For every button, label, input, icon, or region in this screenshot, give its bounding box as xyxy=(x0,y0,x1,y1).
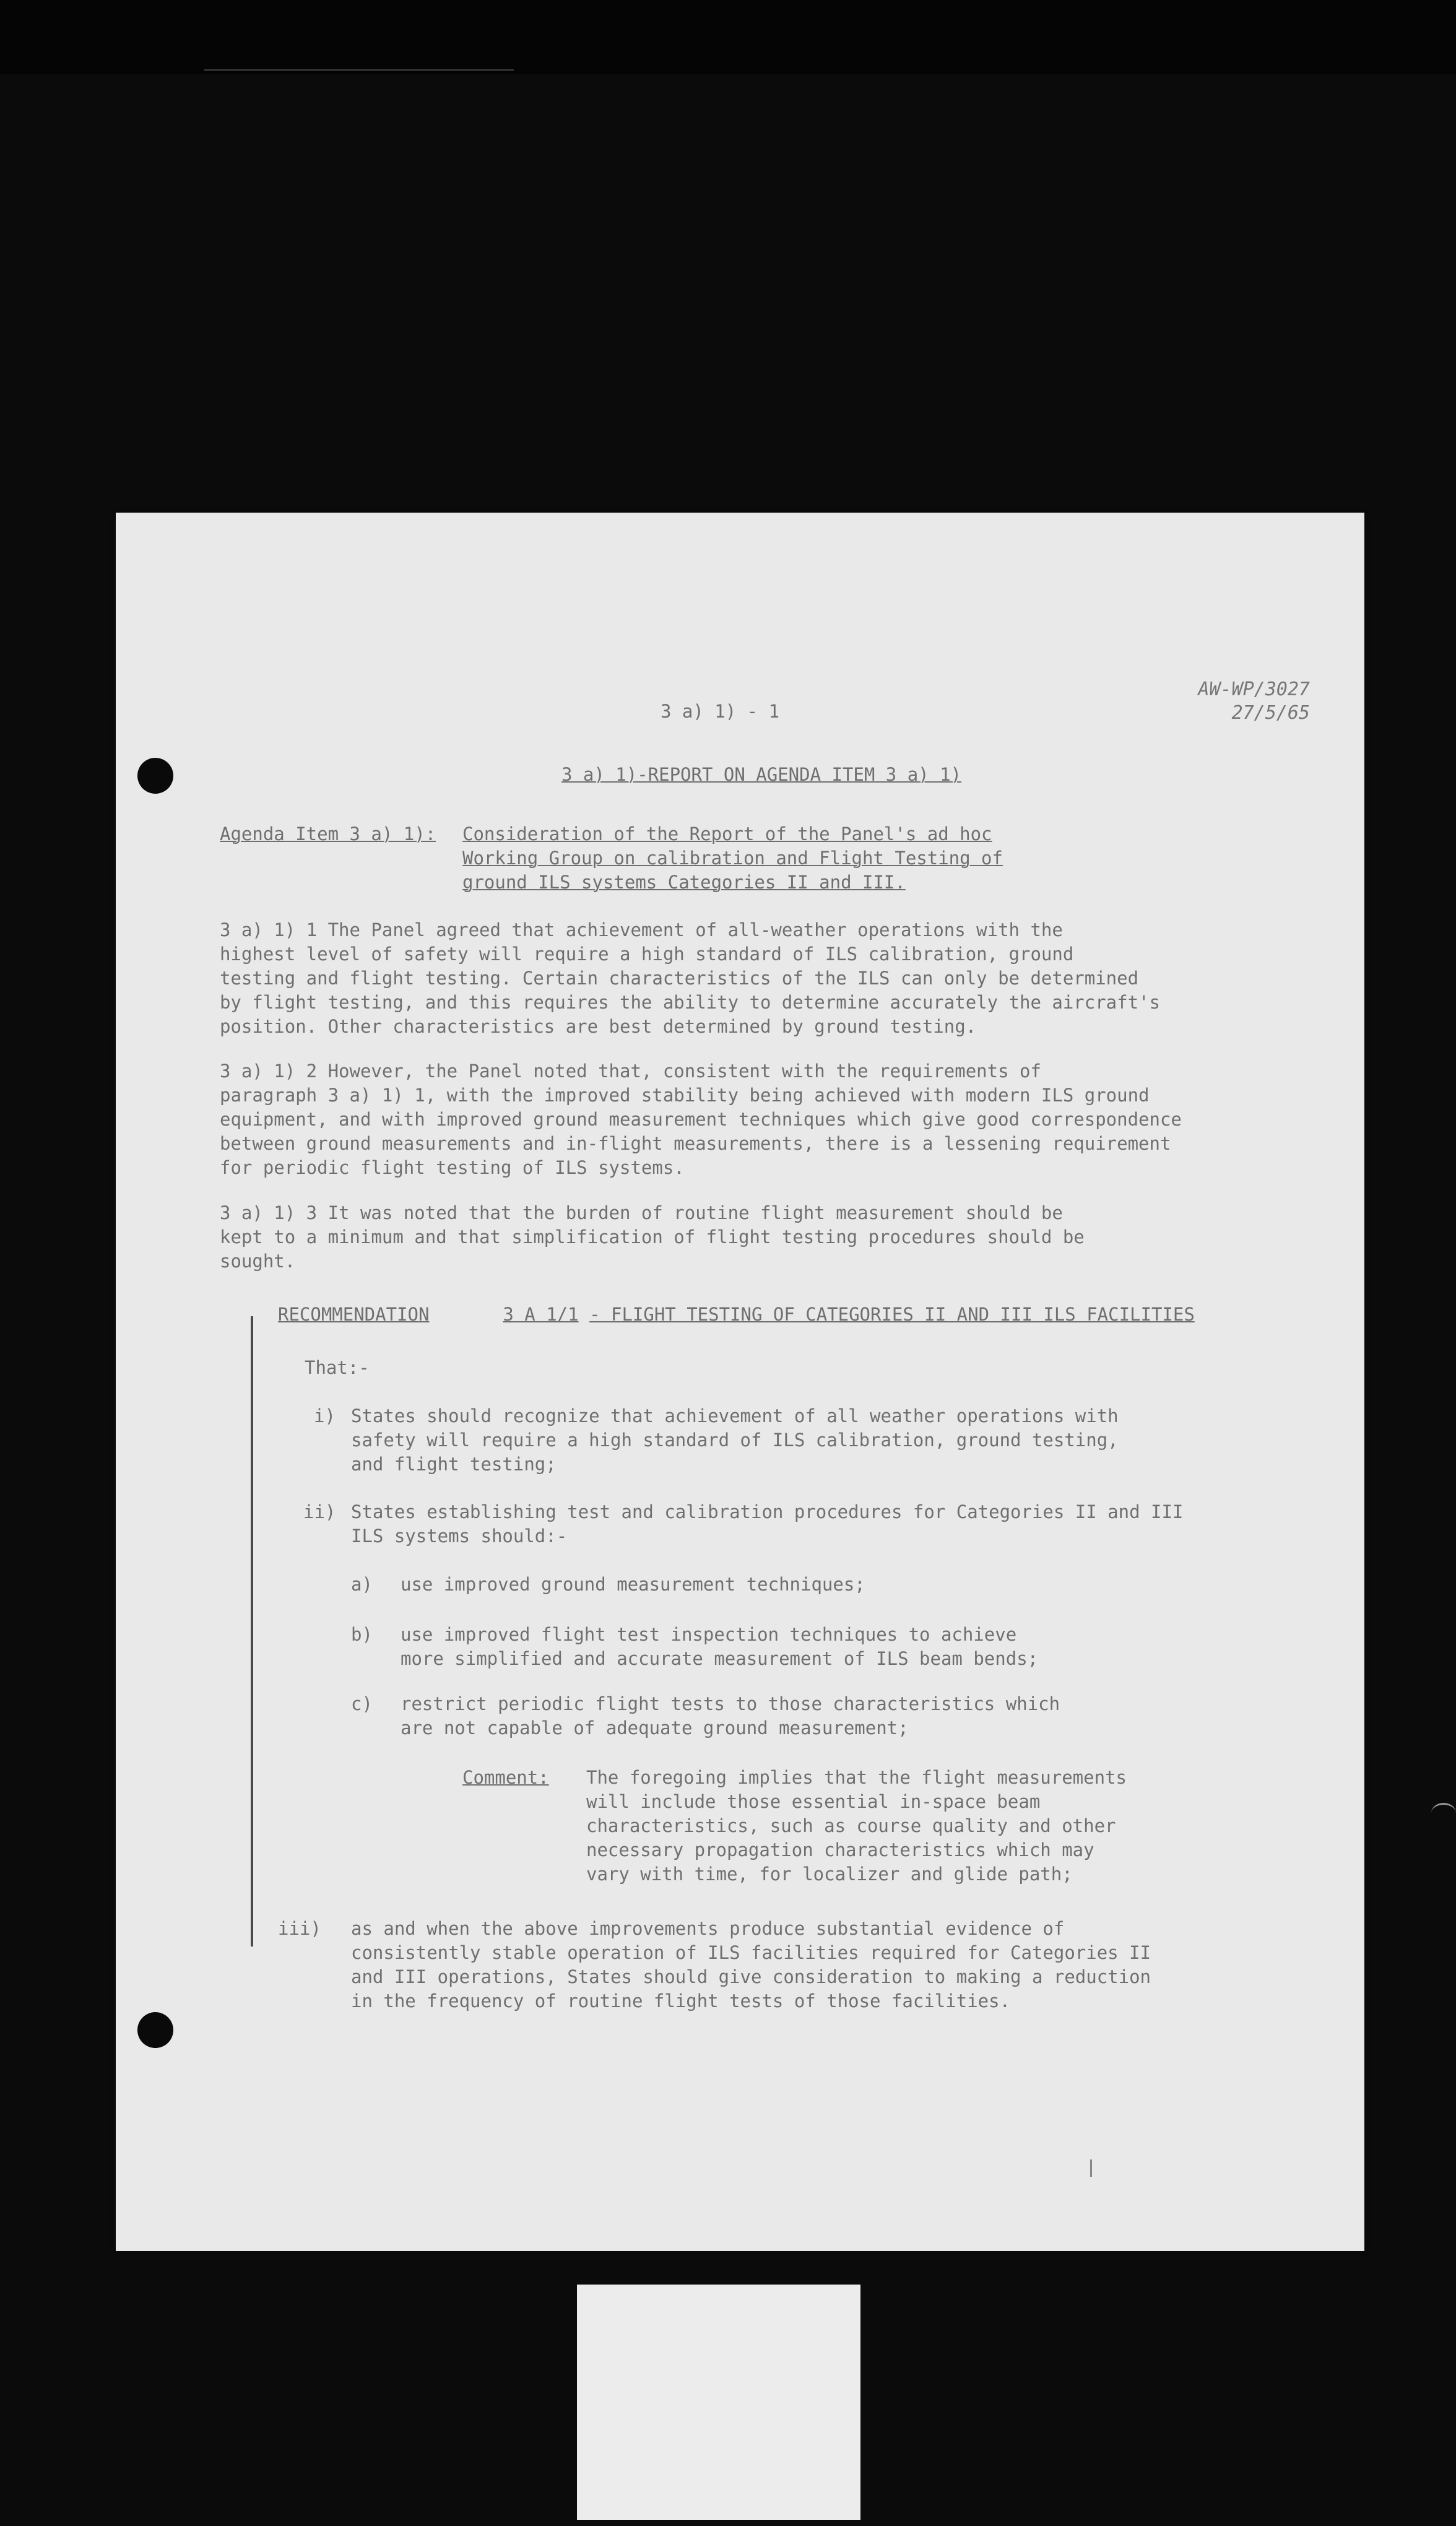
punch-hole-top xyxy=(137,758,173,794)
rec-item-number: ii) xyxy=(303,1501,336,1522)
subitem-line: use improved ground measurement techniques; xyxy=(401,1574,865,1595)
comment-line: characteristics, such as course quality and other xyxy=(586,1815,1116,1836)
rec-item-ii xyxy=(351,1500,1183,1548)
comment-line: will include those essential in-space beam xyxy=(586,1791,1041,1812)
document-id: AW-WP/3027 xyxy=(1198,679,1310,700)
subitem-line: use improved flight test inspection techniques to achieve xyxy=(401,1624,1017,1645)
recommendation-heading xyxy=(278,1303,1195,1327)
punch-hole-bottom xyxy=(137,2012,173,2048)
rec-item-line: consistently stable operation of ILS facilities required for Categories II xyxy=(351,1942,1151,1963)
rec-item-line: in the frequency of routine flight tests of those facilities. xyxy=(351,1990,1011,2012)
paragraph-line: 3 a) 1) 2 However, the Panel noted that, consistent with the requirements of xyxy=(220,1061,1041,1082)
comment-label: Comment: xyxy=(462,1767,549,1788)
paragraph-2 xyxy=(220,1059,1182,1180)
document-stamp xyxy=(1198,678,1310,725)
paragraph-line: 3 a) 1) 1 The Panel agreed that achievement of all-weather operations with the xyxy=(220,919,1063,940)
page-mark xyxy=(1090,2159,1092,2177)
paragraph-line: testing and flight testing. Certain characteristics of the ILS can only be determined xyxy=(220,968,1139,989)
subitem-number: b) xyxy=(351,1624,373,1645)
paragraph-line: kept to a minimum and that simplification of flight testing procedures should be xyxy=(220,1226,1085,1248)
rec-item-line: and III operations, States should give consideration to making a reduction xyxy=(351,1966,1151,1987)
paragraph-line: position. Other characteristics are best determined by ground testing. xyxy=(220,1016,977,1037)
rec-item-iii xyxy=(351,1917,1151,2013)
paragraph-line: between ground measurements and in-flight measurements, there is a lessening requirement xyxy=(220,1133,1171,1154)
document-page xyxy=(116,513,1364,2251)
rec-item-line: ILS systems should:- xyxy=(351,1526,568,1547)
subitem-number: a) xyxy=(351,1574,373,1595)
paragraph-line: 3 a) 1) 3 It was noted that the burden of routine flight measurement should be xyxy=(220,1202,1063,1223)
rec-item-number: i) xyxy=(314,1405,336,1426)
report-title: 3 a) 1)-REPORT ON AGENDA ITEM 3 a) 1) xyxy=(561,764,962,785)
paragraph-line: paragraph 3 a) 1) 1, with the improved stability being achieved with modern ILS ground xyxy=(220,1085,1150,1106)
comment-line: necessary propagation characteristics which may xyxy=(586,1839,1094,1860)
comment-text xyxy=(586,1766,1127,1886)
paragraph-line: sought. xyxy=(220,1251,296,1272)
subitem-c xyxy=(401,1692,1060,1740)
target-card xyxy=(577,2285,860,2520)
film-mark xyxy=(1431,1803,1456,1823)
paragraph-3 xyxy=(220,1201,1085,1274)
paragraph-line: equipment, and with improved ground measurement techniques which give good correspondence xyxy=(220,1109,1182,1130)
film-top-border xyxy=(0,0,1456,74)
agenda-subject xyxy=(462,822,1003,895)
film-scratch xyxy=(204,69,514,71)
comment-line: vary with time, for localizer and glide path; xyxy=(586,1864,1073,1885)
rec-item-line: States establishing test and calibration procedures for Categories II and III xyxy=(351,1501,1184,1522)
recommendation-margin-bar xyxy=(251,1316,253,1947)
recommendation-number: 3 A 1/1 xyxy=(503,1304,579,1325)
paragraph-1 xyxy=(220,918,1160,1039)
agenda-label: Agenda Item 3 a) 1): xyxy=(220,823,436,844)
recommendation-label: RECOMMENDATION xyxy=(278,1304,430,1325)
agenda-subject-line: ground ILS systems Categories II and III. xyxy=(462,872,906,893)
paragraph-line: for periodic flight testing of ILS systems. xyxy=(220,1157,685,1178)
comment-line: The foregoing implies that the flight measurements xyxy=(586,1767,1127,1788)
rec-item-number: iii) xyxy=(278,1918,321,1939)
subitem-a xyxy=(401,1573,865,1597)
rec-item-line: safety will require a high standard of ILS calibration, ground testing, xyxy=(351,1430,1119,1451)
page-reference: 3 a) 1) - 1 xyxy=(661,701,780,722)
subitem-line: are not capable of adequate ground measurement; xyxy=(401,1717,909,1738)
subitem-line: restrict periodic flight tests to those characteristics which xyxy=(401,1693,1060,1714)
paragraph-line: highest level of safety will require a high standard of ILS calibration, ground xyxy=(220,944,1074,965)
rec-item-line: States should recognize that achievement of all weather operations with xyxy=(351,1405,1119,1426)
document-date: 27/5/65 xyxy=(1231,702,1310,724)
rec-item-line: and flight testing; xyxy=(351,1454,557,1475)
paragraph-line: by flight testing, and this requires the ability to determine accurately the aircraft's xyxy=(220,992,1160,1013)
rec-item-i xyxy=(351,1404,1119,1477)
subitem-number: c) xyxy=(351,1693,373,1714)
subitem-b xyxy=(401,1623,1038,1671)
recommendation-title: - FLIGHT TESTING OF CATEGORIES II AND III ILS FACILITIES xyxy=(589,1304,1195,1325)
rec-item-line: as and when the above improvements produce substantial evidence of xyxy=(351,1918,1065,1939)
subitem-line: more simplified and accurate measurement of ILS beam bends; xyxy=(401,1648,1039,1669)
recommendation-that: That:- xyxy=(305,1357,370,1378)
agenda-subject-line: Consideration of the Report of the Panel's ad hoc xyxy=(462,823,992,844)
agenda-subject-line: Working Group on calibration and Flight Testing of xyxy=(462,848,1003,869)
